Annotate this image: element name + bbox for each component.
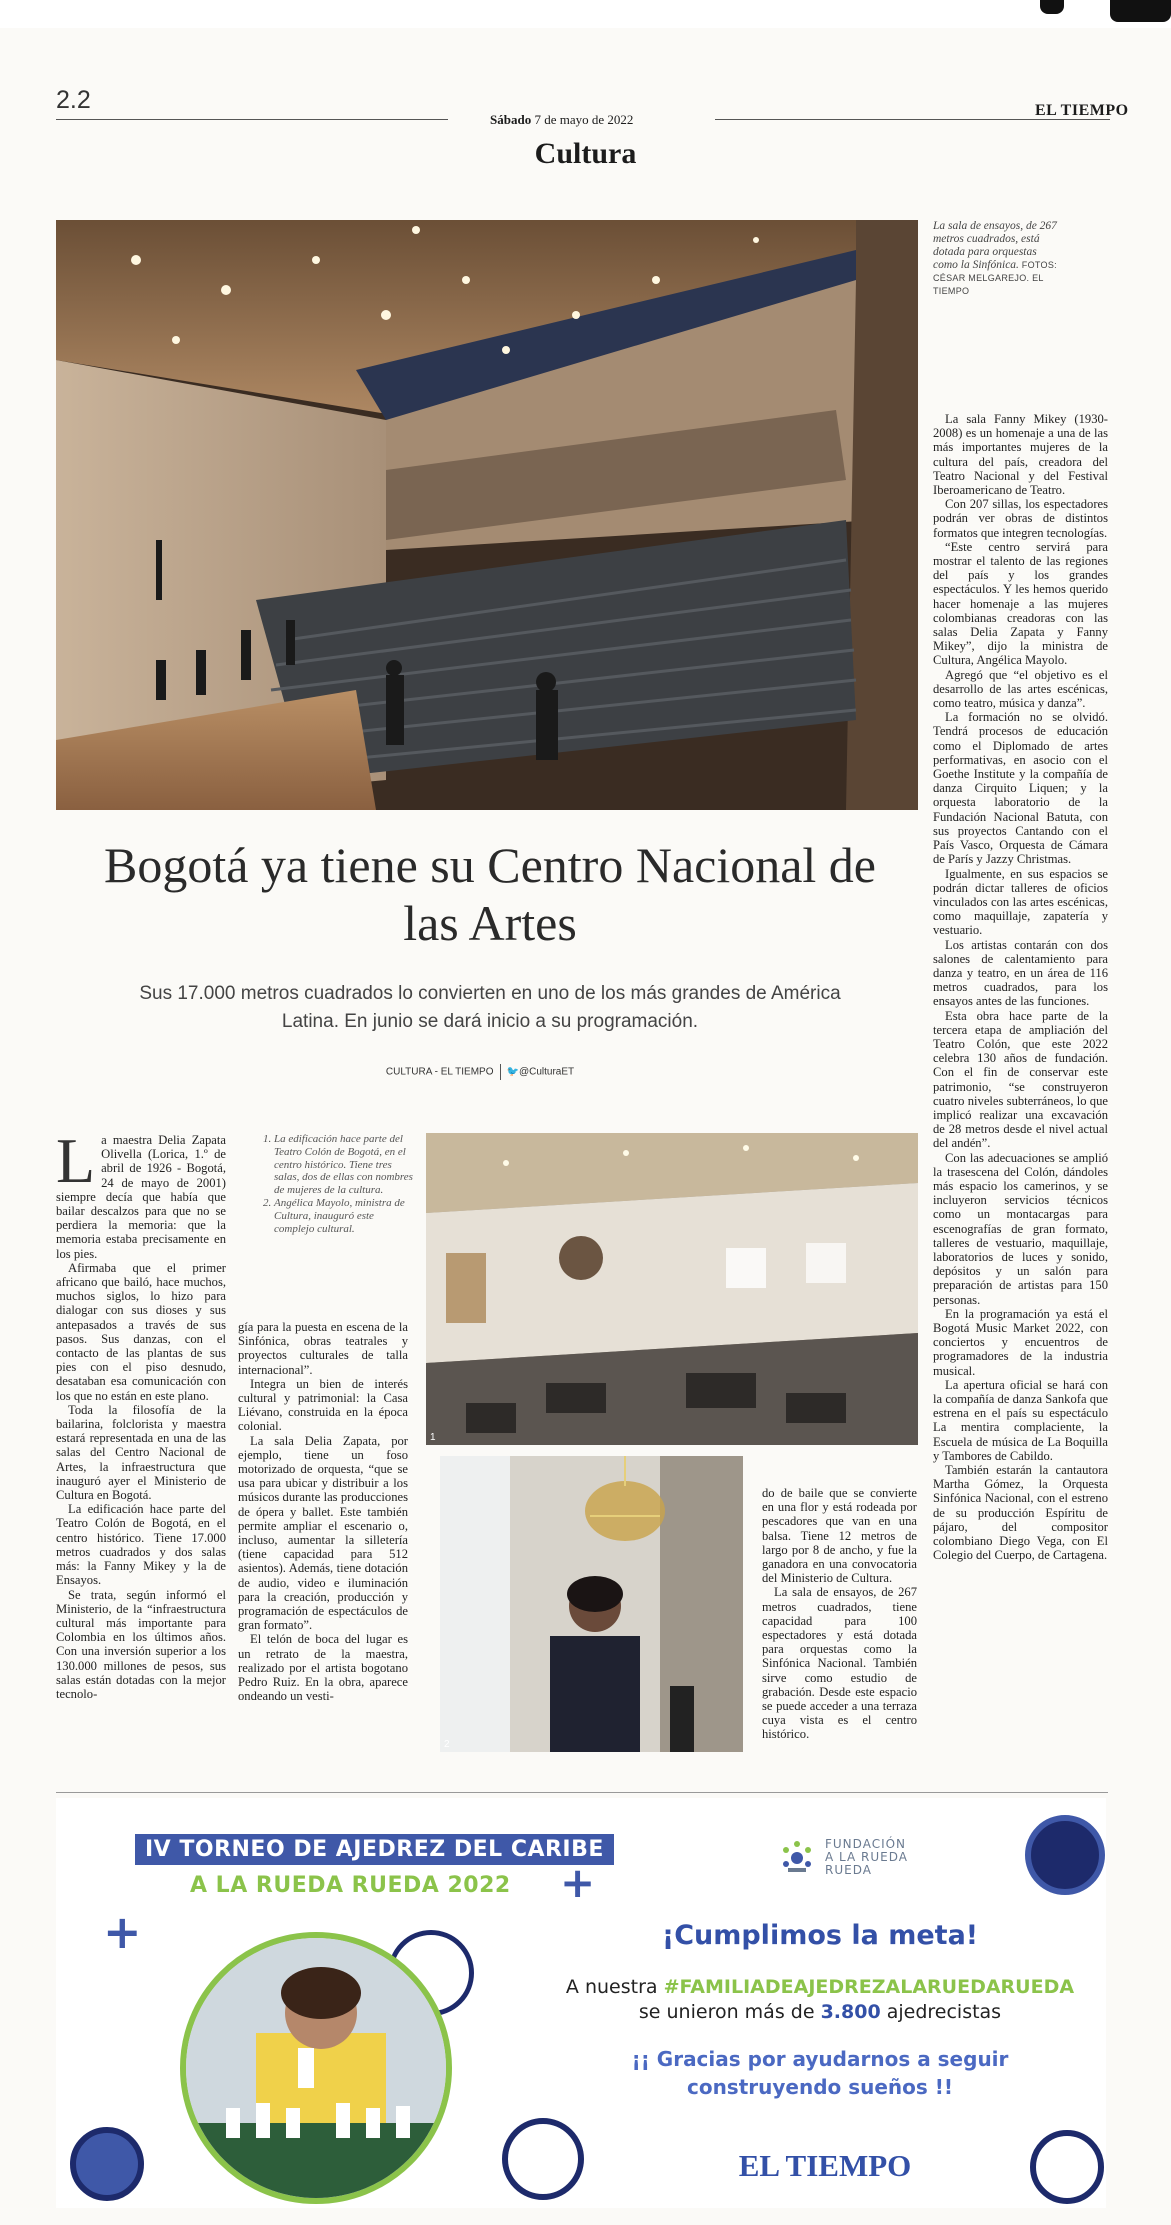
paragraph: “Este centro servirá para mostrar el talento de las regiones del país y los grandes espectáculos. Y les hemos querido hacer homenaje a las mujeres colombianas creadoras con las salas Delia Zapata y Fanny Mikey”, dijo la ministra de Cultura, Angélica Mayolo. (933, 539, 1108, 668)
photo-notes (258, 1133, 413, 1235)
article-column-3 (762, 1486, 917, 1742)
ad-thanks-line-1: ¡¡ Gracias por ayudarnos a seguir (631, 2047, 1009, 2071)
photo-number: 1 (430, 1432, 436, 1443)
photo-note-1: 1. La edificación hace parte del Teatro Colón de Bogotá, en el centro histórico. Tiene tres salas, dos de ellas con nombres de mujeres de la cultura. (274, 1133, 413, 1197)
section-title: Cultura (534, 137, 637, 170)
dropcap: L (56, 1125, 96, 1196)
ad-title-line-1: IV TORNEO DE AJEDREZ DEL CARIBE (135, 1834, 614, 1865)
paragraph: Igualmente, en sus espacios se podrán dictar talleres de oficios vinculados con las artes escénicas, como maquillaje, zapatería y vestuario. (933, 866, 1108, 938)
main-photo-caption (933, 220, 1058, 298)
paragraph: El telón de boca del lugar es un retrato de la maestra, realizado por el artista bogotano Pedro Ruiz. En la obra, aparece ondeando un vesti- (238, 1632, 408, 1704)
paragraph: Los artistas contarán con dos salones de calentamiento para danza y teatro, en un área de 116 metros cuadrados, para los ensayos antes de las funciones. (933, 937, 1108, 1009)
byline (300, 1064, 660, 1080)
byline-author: CULTURA - EL TIEMPO (385, 1066, 494, 1078)
date-day: Sábado (490, 112, 532, 127)
paragraph: También estarán la cantautora Martha Gómez, la Orquesta Sinfónica Nacional, con el estreno de su producción Espíritu de pájaro, del compositor colombiano Diego Vega, con El Colegio del Cuerpo, de Cartagena. (933, 1463, 1108, 1563)
ad-brand-logo: EL TIEMPO (738, 2148, 912, 2183)
page-number: 2.2 (56, 86, 91, 114)
paragraph: Integra un bien de interés cultural y patrimonial: la Casa Liévano, construida en la época colonial. (238, 1376, 408, 1434)
ring-decoration (1025, 1815, 1105, 1895)
paragraph: La sala Delia Zapata, por ejemplo, tiene un foso motorizado de orquesta, “que se usa para ubicar y distribuir a los músicos durante las producciones de ópera y ballet. Este también permite ampliar el escenario o, incluso, aumentar la silletería (tiene capacidad para 512 asientos). Además, tiene dotación de audio, video e iluminación para la creación, producción y programación de espectáculos de gran formato”. (238, 1433, 408, 1633)
foundation-line: A LA RUEDA (825, 1850, 908, 1864)
paragraph: Se trata, según informó el Ministerio, de la “infraestructura cultural más importante para Colombia en los últimos años. Con una inversión superior a los 130.000 millones de pesos, sus salas están dotadas con la mejor tecnolo- (56, 1587, 226, 1701)
paragraph: Con 207 sillas, los espectadores podrán ver obras de distintos formatos que integren tecnologías. (933, 497, 1108, 540)
paragraph: do de baile que se convierte en una flor y está rodeada por pescadores que van en una balsa. Tiene 12 metros de largo por 8 de ancho, y fue la ganadora en una convocatoria del Ministerio de Cultura. (762, 1486, 917, 1586)
paragraph: Toda la filosofía de la bailarina, folclorista y maestra estará representada en una de las salas del Centro Nacional de Artes, la infraestructura que inauguró ayer el Ministerio de Cultura en Bogotá. (56, 1402, 226, 1503)
ad-line1-text: A nuestra (565, 1976, 664, 1998)
ring-decoration (502, 2118, 584, 2200)
ad-title-line-2: A LA RUEDA RUEDA 2022 (190, 1873, 511, 1898)
paragraph: gía para la puesta en escena de la Sinfónica, obras teatrales y proyectos culturales de talla internacional”. (238, 1320, 408, 1377)
ring-decoration (70, 2127, 144, 2201)
foundation-name (825, 1838, 908, 1877)
byline-separator (500, 1064, 501, 1080)
paragraph: Con las adecuaciones se amplió la trasescena del Colón, dándoles más espacio los camerinos, y se incluyeron servicios técnicos como un montacargas para escenografías de gran formato, talleres de vestuario, maquillaje, laboratorios de luces y sonido, depósitos y un salón para preparación de artistas para 150 personas. (933, 1150, 1108, 1307)
ad-line2-text: se unieron más de (638, 2001, 821, 2023)
photo-number: 2 (444, 1739, 450, 1750)
photo-note-2: 2. Angélica Mayolo, ministra de Cultura, inauguró este complejo cultural. (274, 1197, 413, 1235)
ring-decoration (1030, 2130, 1104, 2204)
article-column-1 (56, 1125, 226, 1701)
paragraph: En la programación ya está el Bogotá Music Market 2022, con conciertos y encuentros de programadores de la industria musical. (933, 1306, 1108, 1378)
foundation-logo-icon (778, 1838, 816, 1876)
plus-icon: + (103, 1905, 142, 1959)
masthead-brand: EL TIEMPO (1035, 102, 1129, 119)
ad-top-rule (56, 1792, 1108, 1793)
paragraph: Afirmaba que el primer africano que bailó, hace muchos, muchos siglos, lo hizo para dialogar con sus dioses y sus antepasados a través de sus pasos. Sus danzas, con el contacto de las plantas de sus pies con el piso desnudo, desataban esa comunicación con los que no están en este plano. (56, 1260, 226, 1403)
ad-thanks (560, 2045, 1080, 2101)
paragraph: La sala de ensayos, de 267 metros cuadrados, tiene capacidad para 100 espectadores y está dotada para orquestas como la Sinfónica Nacional. También sirve como estudio de grabación. Desde este espacio se puede acceder a una terraza cuya vista es el centro histórico. (762, 1585, 917, 1742)
paragraph: La formación no se olvidó. Tendrá procesos de educación como el Diplomado de artes performativas, en asocio con el Goethe Institute y la compañía de danza Cirquito Liquen; y la orquesta laboratorio de la Fundación Nacional Batuta, con sus proyectos Cantando con el País Vasco, Orquesta de Cámara de París y Jazzy Christmas. (933, 710, 1108, 867)
dateline (490, 112, 633, 128)
photo-minister (440, 1456, 743, 1752)
ad-count: 3.800 (820, 2001, 881, 2023)
caption-text: La sala de ensayos, de 267 metros cuadrados, está dotada para orquestas como la Sinfónica. (933, 220, 1057, 271)
photo-exhibition-room (426, 1133, 918, 1445)
header-rule-left (56, 119, 448, 120)
paragraph: La edificación hace parte del Teatro Colón de Bogotá, en el centro histórico. Tiene 17.000 metros cuadrados y dos salas más: la Fanny Mikey y la de Ensayos. (56, 1502, 226, 1588)
ad-line2-end: ajedrecistas (880, 2001, 1002, 2023)
main-photo-concert-hall (56, 220, 918, 810)
paragraph: a maestra Delia Zapata Olivella (Lorica, 1.º de abril de 1926 - Bogotá, 24 de mayo de 2001) siempre decía que había que bailar descalzos para que no se perdiera la memoria: que la memoria estaba precisamente en los pies. (56, 1133, 226, 1261)
paragraph: La apertura oficial se hará con la compañía de danza Sankofa que estrena en el país su espectáculo La mentira complaciente, la Escuela de música de La Boquilla y Tambores de Cabildo. (933, 1377, 1108, 1463)
article-deck: Sus 17.000 metros cuadrados lo convierten en uno de los más grandes de América Latina. En junio se dará inicio a su programación. (139, 983, 841, 1032)
article-column-2 (238, 1320, 408, 1703)
article-column-4 (933, 412, 1108, 1562)
plus-icon: + (560, 1858, 596, 1907)
paragraph: Esta obra hace parte de la tercera etapa de ampliación del Teatro Colón, que este 2022 celebra 130 años de fundación. Con el fin de conservar este patrimonio, “se construyeron cuatro niveles subterráneos, lo que implicó realizar una excavación de 28 metros desde el nivel actual del andén”. (933, 1008, 1108, 1151)
foundation-line: RUEDA (825, 1863, 872, 1877)
scan-top-edge (0, 0, 1171, 28)
ad-message (560, 1975, 1080, 2025)
twitter-icon: 🐦 (506, 1066, 519, 1078)
foundation-line: FUNDACIÓN (825, 1837, 907, 1851)
girl-chess-photo (180, 1932, 452, 2204)
paragraph: La sala Fanny Mikey (1930-2008) es un homenaje a una de las más importantes mujeres de la cultura del país, creadora del Teatro Nacional y del Festival Iberoamericano de Teatro. (933, 412, 1108, 498)
article-headline: Bogotá ya tiene su Centro Nacional de las Artes (104, 837, 876, 951)
ad-hashtag: #FAMILIADEAJEDREZALARUEDARUEDA (663, 1976, 1075, 1998)
twitter-handle: @CulturaET (518, 1066, 575, 1078)
ad-thanks-line-2: construyendo sueños !! (686, 2075, 954, 2099)
scan-artifact (1040, 0, 1064, 14)
scan-artifact (1110, 0, 1171, 22)
paragraph: Agregó que “el objetivo es el desarrollo de las artes escénicas, como teatro, música y danza”. (933, 667, 1108, 711)
photo-credit: FOTOS: CÉSAR MELGAREJO. EL TIEMPO (933, 260, 1057, 296)
date-rest: 7 de mayo de 2022 (531, 112, 634, 127)
ad-headline: ¡Cumplimos la meta! (661, 1920, 979, 1951)
